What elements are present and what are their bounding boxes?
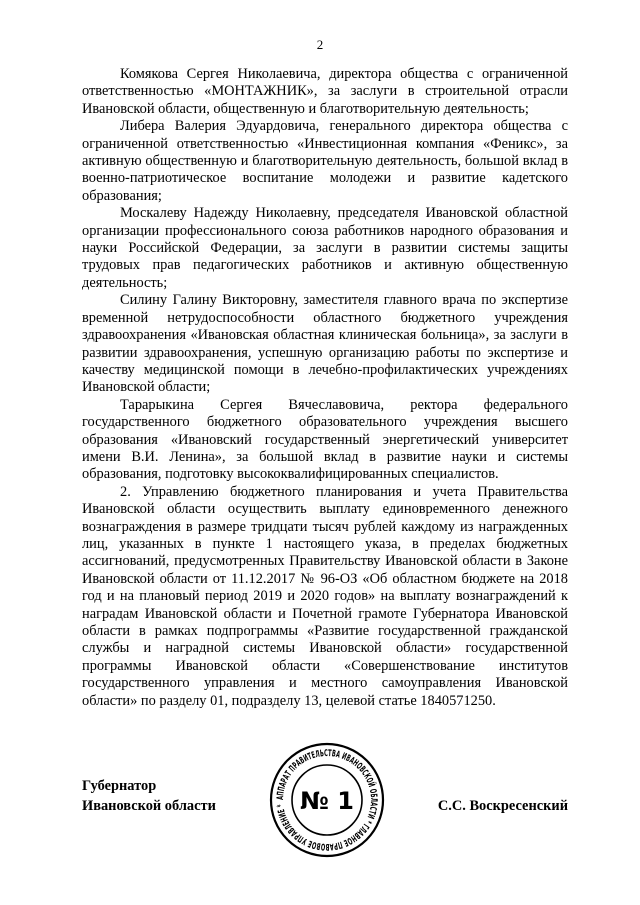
- paragraph-silina: Силину Галину Викторовну, заместителя главного врача по экспертизе временной нетрудоспособности областного бюджетного учреждения здравоохранения «Ивановская областная клиническая больница», за заслуги в развитии здравоохранения, успешную организацию работы по экспертизе и качеству медицинской помощи в лечебно-профилактических учреждениях Ивановской области;: [82, 292, 568, 396]
- paragraph-item-2: 2. Управлению бюджетного планирования и учета Правительства Ивановской области осуществить выплату единовременного денежного вознаграждения в размере тридцати тысяч рублей каждому из награжденных лиц, указанных в пункте 1 настоящего указа, в пределах бюджетных ассигнований, предусмотренных Правительству Ивановской области в Законе Ивановской области от 11.12.2017 № 96-ОЗ «Об областном бюджете на 2018 год и на плановый период 2019 и 2020 годов» на выплату вознаграждений к наградам Ивановской области и Почетной грамоте Губернатора Ивановской области в рамках подпрограммы «Развитие государственной гражданской службы и наградной системы Ивановской области» государственной программы Ивановской области «Совершенствование институтов государственного управления и местного самоуправления Ивановской области» по разделу 01, подразделу 13, целевой статье 1840571250.: [82, 483, 568, 709]
- paragraph-tararykin: Тарарыкина Сергея Вячеславовича, ректора федерального государственного бюджетного образовательного учреждения высшего образования «Ивановский государственный энергетический университет имени В.И. Ленина», за большой вклад в развитие науки и системы образования, подготовку высококвалифицированных специалистов.: [82, 396, 568, 483]
- signature-title-line2: Ивановской области: [82, 798, 216, 814]
- signature-title-line1: Губернатор: [82, 778, 157, 794]
- paragraph-moskaleva: Москалеву Надежду Николаевну, председателя Ивановской областной организации профессионального союза работников народного образования и науки Российской Федерации, за заслуги в развитии системы защиты трудовых прав педагогических работников и активную общественную деятельность;: [82, 205, 568, 291]
- signature-name: С.С. Воскресенский: [437, 798, 568, 814]
- paragraph-liber: Либера Валерия Эдуардовича, генерального директора общества с ограниченной ответственностью «Инвестиционная компания «Феникс», за активную общественную и благотворительную деятельность, большой вклад в военно-патриотическое воспитание молодежи и развитие кадетского образования;: [82, 118, 568, 204]
- signature-title: [82, 776, 216, 816]
- page-number: 2: [316, 37, 324, 52]
- svg-text:№ 1: № 1: [300, 787, 354, 815]
- official-seal-stamp: [267, 740, 387, 860]
- svg-text:АППАРАТ ПРАВИТЕЛЬСТВА ИВАНОВСК: АППАРАТ ПРАВИТЕЛЬСТВА ИВАНОВСКОЙ ОБЛАСТИ * ГЛАВНОЕ ПРАВОВОЕ УПРАВЛЕНИЕ *: [274, 747, 380, 853]
- document-body: [82, 66, 568, 710]
- paragraph-komyakov: Комякова Сергея Николаевича, директора общества с ограниченной ответственностью «МОНТАЖНИК», за заслуги в строительной отрасли Ивановской области, общественную и благотворительную деятельность;: [82, 66, 568, 117]
